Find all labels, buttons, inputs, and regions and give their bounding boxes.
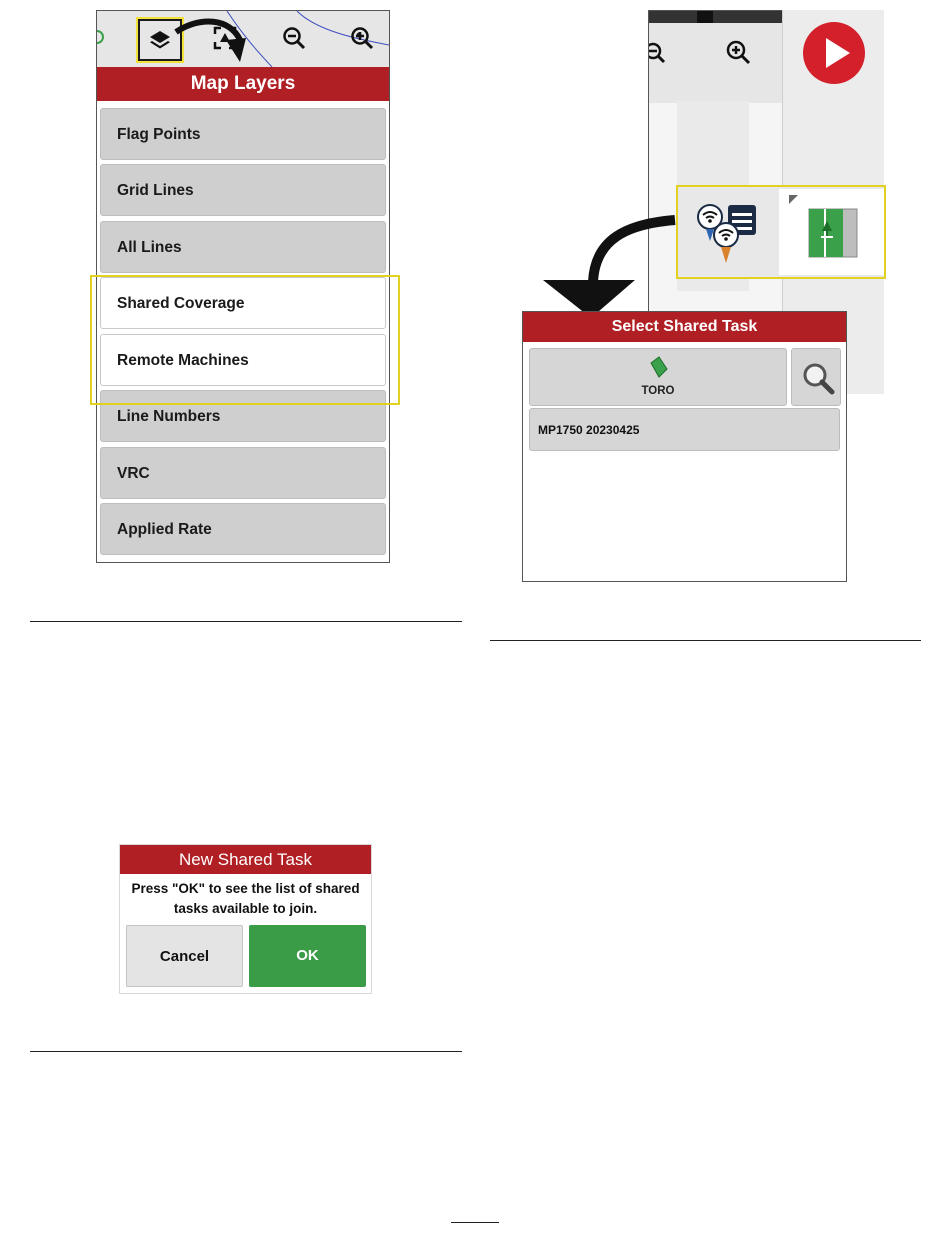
search-icon [801,361,835,395]
section-divider [30,621,462,622]
layer-flag-points[interactable]: Flag Points [100,108,386,160]
play-button[interactable] [801,20,867,86]
section-divider [490,640,921,641]
callout-arrow-shared [535,210,685,320]
layer-shared-coverage[interactable]: Shared Coverage [100,277,386,329]
layer-applied-rate[interactable]: Applied Rate [100,503,386,555]
page-footer-rule [451,1222,499,1223]
zoom-in-button[interactable] [723,37,755,69]
zoom-out-button[interactable] [274,19,314,57]
shared-task-row[interactable]: MP1750 20230425 [529,408,840,451]
new-shared-task-message: Press "OK" to see the list of shared tasks available to join. [131,881,360,916]
field-coverage-icon [807,207,859,259]
search-button[interactable] [791,348,841,406]
brand-filter-button[interactable] [529,348,787,406]
section-divider [30,1051,462,1052]
layer-remote-machines[interactable]: Remote Machines [100,334,386,386]
highlight-shared-layers [90,275,400,405]
new-shared-task-dialog [119,844,372,994]
shared-machines-icon [694,201,762,267]
select-shared-task-dialog [522,311,847,582]
highlight-task-buttons [676,185,886,279]
zoom-out-button[interactable] [649,37,671,67]
layer-vrc[interactable]: VRC [100,447,386,499]
shared-task-button[interactable] [694,201,762,267]
task-status-button[interactable] [779,189,884,275]
layer-grid-lines[interactable]: Grid Lines [100,164,386,216]
status-strip [649,11,783,23]
zoom-in-button[interactable] [342,19,382,57]
map-layers-title: Map Layers [97,67,389,101]
layer-line-numbers[interactable]: Line Numbers [100,390,386,442]
corner-indicator-icon [789,195,799,205]
zoom-out-icon [280,24,308,52]
zoom-in-icon [723,37,755,69]
play-icon [801,20,867,86]
cancel-button[interactable]: Cancel [126,925,243,987]
zoom-in-icon [348,24,376,52]
brand-label: TORO [641,385,675,397]
field-icon [647,355,671,379]
new-shared-task-title: New Shared Task [120,845,371,874]
callout-arrow-layers [150,10,260,80]
layer-all-lines[interactable]: All Lines [100,221,386,273]
select-shared-task-title: Select Shared Task [523,312,846,342]
zoom-out-icon [649,37,671,67]
ok-button[interactable]: OK [249,925,366,987]
